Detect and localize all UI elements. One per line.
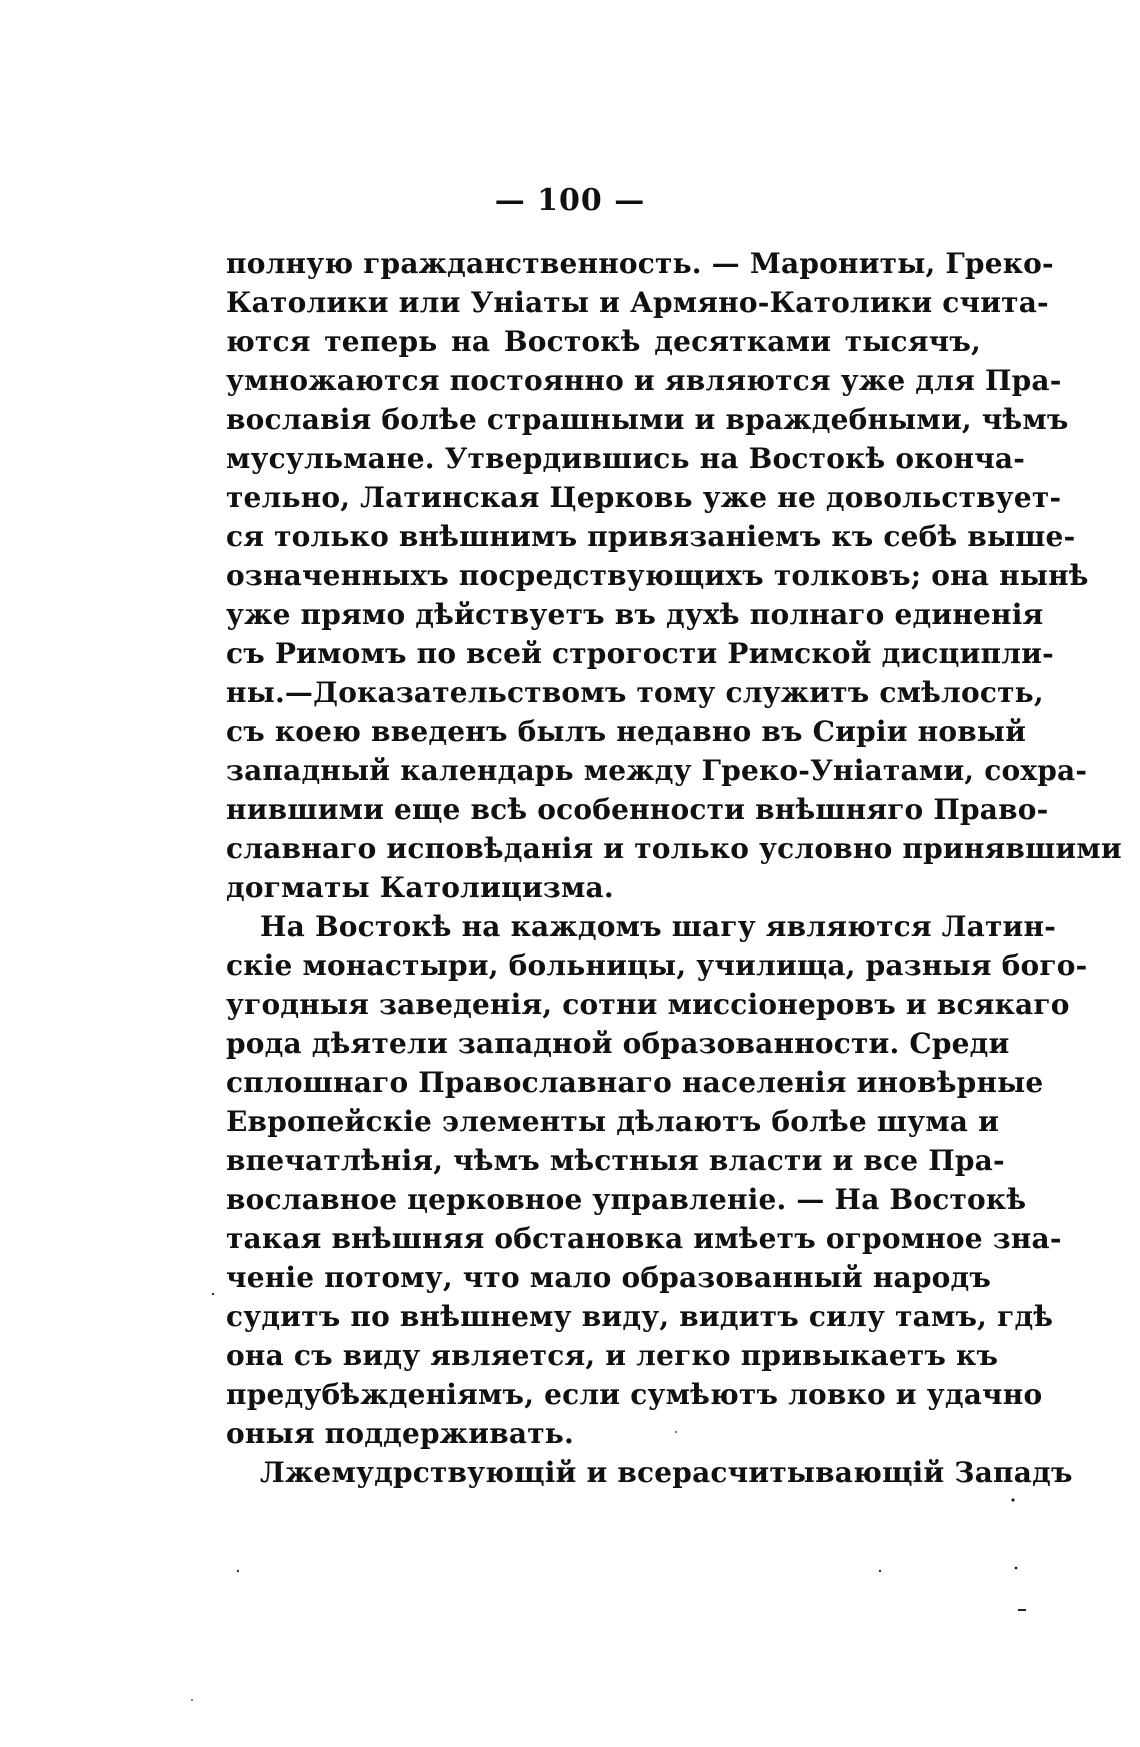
text-line: славнаго исповѣданія и только условно принявшими — [226, 832, 1122, 865]
paragraph-3 — [226, 1453, 1073, 1492]
text-line: умножаются постоянно и являются уже для Пра- — [226, 364, 1062, 397]
speck — [1015, 1567, 1018, 1570]
text-line: съ Римомъ по всей строгости Римской дисципли- — [226, 637, 1054, 670]
text-line: Католики или Уніаты и Армяно-Католики счита- — [226, 286, 1049, 319]
text-line: она съ виду является, и легко привыкаетъ къ — [226, 1339, 999, 1372]
text-line: судитъ по внѣшнему виду, видитъ силу тамъ, гдѣ — [226, 1300, 1054, 1333]
text-line: ся только внѣшнимъ привязаніемъ къ себѣ выше- — [226, 520, 1076, 553]
text-line: полную гражданственность. — Марониты, Греко- — [226, 247, 1054, 280]
text-line: ченіе потому, что мало образованный народъ — [226, 1261, 992, 1294]
text-line: впечатлѣнія, чѣмъ мѣстныя власти и все Пра- — [226, 1144, 1005, 1177]
text-line: западный календарь между Греко-Уніатами, сохра- — [226, 754, 1088, 787]
text-line: нившими еще всѣ особенности внѣшняго Право- — [226, 793, 1049, 826]
text-line: оныя поддерживать. — [226, 1417, 574, 1450]
speck — [1018, 1609, 1026, 1611]
text-line: уже прямо дѣйствуетъ въ духѣ полнаго единенія — [226, 598, 1044, 631]
text-line: сплошнаго Православнаго населенія иновѣрные — [226, 1066, 1044, 1099]
text-line: скіе монастыри, больницы, училища, разныя бого- — [226, 949, 1088, 982]
text-line: означенныхъ посредствующихъ толковъ; она нынѣ — [226, 559, 1089, 592]
speck — [1011, 1498, 1014, 1501]
text-line: угодныя заведенія, сотни миссіонеровъ и всякаго — [226, 988, 1070, 1021]
text-line: На Востокѣ на каждомъ шагу являются Латин- — [260, 910, 1057, 943]
speck — [212, 1293, 214, 1295]
text-line: ны.—Доказательствомъ тому служитъ смѣлость, — [226, 676, 1044, 709]
text-line: предубѣжденіямъ, если сумѣютъ ловко и удачно — [226, 1378, 1043, 1411]
speck — [879, 1570, 881, 1572]
speck — [191, 1699, 193, 1701]
text-line: такая внѣшняя обстановка имѣетъ огромное зна- — [226, 1222, 1062, 1255]
text-line: тельно, Латинская Церковь уже не довольствует- — [226, 481, 1062, 514]
text-line: вославное церковное управленіе. — На Востокѣ — [226, 1183, 1027, 1216]
text-line: рода дѣятели западной образованности. Среди — [226, 1027, 1010, 1060]
text-line: мусульмане. Утвердившись на Востокѣ оконча- — [226, 442, 1026, 475]
body-text — [226, 244, 1122, 1492]
text-line: ются теперь на Востокѣ десятками тысячъ, — [226, 325, 981, 358]
text-line: Лжемудрствующій и всерасчитывающій Западъ — [260, 1456, 1073, 1489]
paragraph-1 — [226, 244, 1122, 907]
text-line: Европейскіе элементы дѣлаютъ болѣе шума и — [226, 1105, 1000, 1138]
text-line: съ коею введенъ былъ недавно въ Сиріи новый — [226, 715, 1027, 748]
text-line: вославія болѣе страшными и враждебными, чѣмъ — [226, 403, 1069, 436]
text-line: догматы Католицизма. — [226, 871, 614, 904]
paragraph-2 — [226, 907, 1088, 1453]
page-number: — 100 — — [494, 183, 646, 218]
speck — [237, 1570, 239, 1572]
